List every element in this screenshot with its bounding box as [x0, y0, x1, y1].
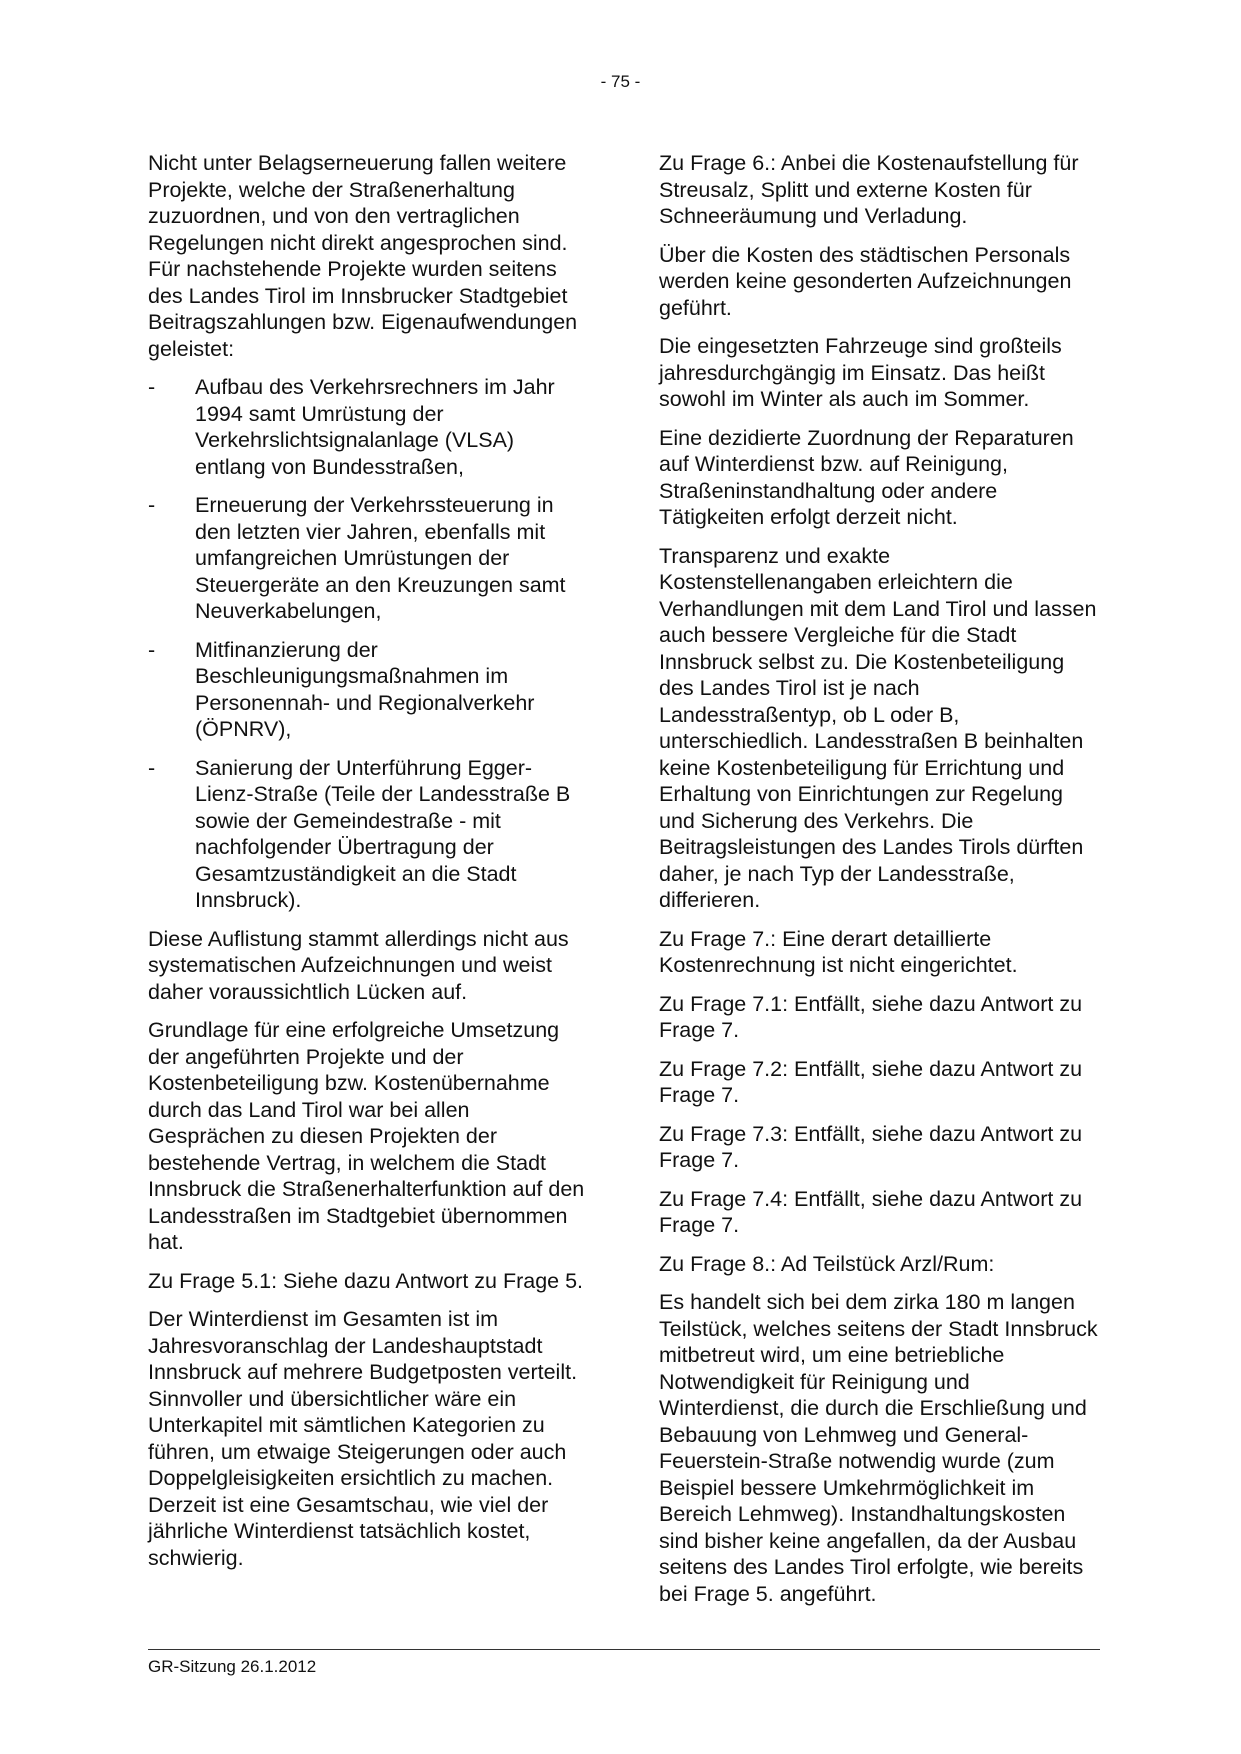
- page-number: - 75 -: [600, 72, 641, 91]
- list-dash: -: [148, 493, 156, 517]
- footer-session-date: GR-Sitzung 26.1.2012: [148, 1657, 317, 1676]
- body-paragraph: Zu Frage 6.: Anbei die Kostenaufstellung für Streusalz, Splitt und externe Kosten für Schneeräumung und Verladung.: [659, 151, 1079, 228]
- footer-divider: [148, 1649, 1100, 1650]
- right-column: [659, 150, 1099, 1619]
- list-dash: -: [148, 375, 156, 399]
- body-paragraph: Der Winterdienst im Gesamten ist im Jahresvoranschlag der Landeshauptstadt Innsbruck auf mehrere Budgetposten verteilt. Sinnvoller und übersichtlicher wäre ein Unterkapitel mit sämtlichen Kategorien zu führen, um etwaige Steigerungen oder auch Doppelgleisigkeiten ersichtlich zu machen. Derzeit ist eine Gesamtschau, wie viel der jährliche Winterdienst tatsächlich kostet, schwierig.: [148, 1307, 578, 1570]
- project-list: [148, 374, 588, 914]
- intro-paragraph: Nicht unter Belagserneuerung fallen weitere Projekte, welche der Straßenerhaltung zuzuordnen, und von den vertraglichen Regelungen nicht direkt angesprochen sind. Für nachstehende Projekte wurden seitens des Landes Tirol im Innsbrucker Stadtgebiet Beitragszahlungen bzw. Eigenaufwendungen geleistet:: [148, 151, 578, 361]
- list-item: [148, 755, 588, 914]
- list-item-text: Sanierung der Unterführung Egger-Lienz-Straße (Teile der Landesstraße B sowie der Gemeindestraße - mit nachfolgender Übertragung der Gesamtzuständigkeit an die Stadt Innsbruck).: [195, 755, 571, 912]
- body-paragraph: Grundlage für eine erfolgreiche Umsetzung der angeführten Projekte und der Kostenbeteiligung bzw. Kostenübernahme durch das Land Tirol war bei allen Gesprächen zu diesen Projekten der bestehende Vertrag, in welchem die Stadt Innsbruck die Straßenerhalterfunktion auf den Landesstraßen im Stadtgebiet übernommen hat.: [148, 1018, 585, 1254]
- body-paragraph: Zu Frage 7.: Eine derart detaillierte Kostenrechnung ist nicht eingerichtet.: [659, 926, 1018, 977]
- body-paragraph: Die eingesetzten Fahrzeuge sind großteils jahresdurchgängig im Einsatz. Das heißt sowohl im Winter als auch im Sommer.: [659, 334, 1062, 411]
- list-item-text: Aufbau des Verkehrsrechners im Jahr 1994 samt Umrüstung der Verkehrslichtsignalanlage (VLSA) entlang von Bundesstraßen,: [195, 375, 555, 479]
- body-paragraph: Zu Frage 5.1: Siehe dazu Antwort zu Frage 5.: [148, 1268, 584, 1293]
- list-item: [148, 492, 588, 625]
- body-paragraph: Eine dezidierte Zuordnung der Reparaturen auf Winterdienst bzw. auf Reinigung, Straßeninstandhaltung oder andere Tätigkeiten erfolgt derzeit nicht.: [659, 425, 1074, 529]
- list-dash: -: [148, 637, 156, 662]
- body-paragraph: Über die Kosten des städtischen Personals werden keine gesonderten Aufzeichnungen geführt.: [659, 242, 1072, 320]
- body-paragraph: Zu Frage 7.2: Entfällt, siehe dazu Antwort zu Frage 7.: [659, 1056, 1083, 1107]
- list-item: [148, 374, 588, 480]
- body-paragraph: Zu Frage 7.4: Entfällt, siehe dazu Antwort zu Frage 7.: [659, 1186, 1083, 1237]
- list-item-text: Erneuerung der Verkehrssteuerung in den letzten vier Jahren, ebenfalls mit umfangreichen Umrüstungen der Steuergeräte an den Kreuzungen samt Neuverkabelungen,: [195, 493, 566, 623]
- body-paragraph: Zu Frage 7.3: Entfällt, siehe dazu Antwort zu Frage 7.: [659, 1121, 1083, 1172]
- body-paragraph: Zu Frage 7.1: Entfällt, siehe dazu Antwort zu Frage 7.: [659, 991, 1083, 1042]
- left-column: [148, 150, 588, 1583]
- body-paragraph: Diese Auflistung stammt allerdings nicht aus systematischen Aufzeichnungen und weist daher voraussichtlich Lücken auf.: [148, 926, 569, 1004]
- body-paragraph: Zu Frage 8.: Ad Teilstück Arzl/Rum:: [659, 1251, 995, 1276]
- list-dash: -: [148, 755, 156, 780]
- body-paragraph: Es handelt sich bei dem zirka 180 m langen Teilstück, welches seitens der Stadt Innsbruck mitbetreut wird, um eine betriebliche Notwendigkeit für Reinigung und Winterdienst, die durch die Erschließung und Bebauung von Lehmweg und General-Feuerstein-Straße notwendig wurde (zum Beispiel bessere Umkehrmöglichkeit im Bereich Lehmweg). Instandhaltungskosten sind bisher keine angefallen, da der Ausbau seitens des Landes Tirol erfolgte, wie bereits bei Frage 5. angeführt.: [659, 1290, 1098, 1606]
- list-item-text: Mitfinanzierung der Beschleunigungsmaßnahmen im Personennah- und Regionalverkehr (ÖPNRV),: [195, 637, 535, 741]
- list-item: [148, 637, 588, 743]
- body-paragraph: Transparenz und exakte Kostenstellenangaben erleichtern die Verhandlungen mit dem Land Tirol und lassen auch bessere Vergleiche für die Stadt Innsbruck selbst zu. Die Kostenbeteiligung des Landes Tirol ist je nach Landesstraßentyp, ob L oder B, unterschiedlich. Landesstraßen B beinhalten keine Kostenbeteiligung für Errichtung und Erhaltung von Einrichtungen zur Regelung und Sicherung des Verkehrs. Die Beitragsleistungen des Landes Tirols dürften daher, je nach Typ der Landesstraße, differieren.: [659, 543, 1097, 912]
